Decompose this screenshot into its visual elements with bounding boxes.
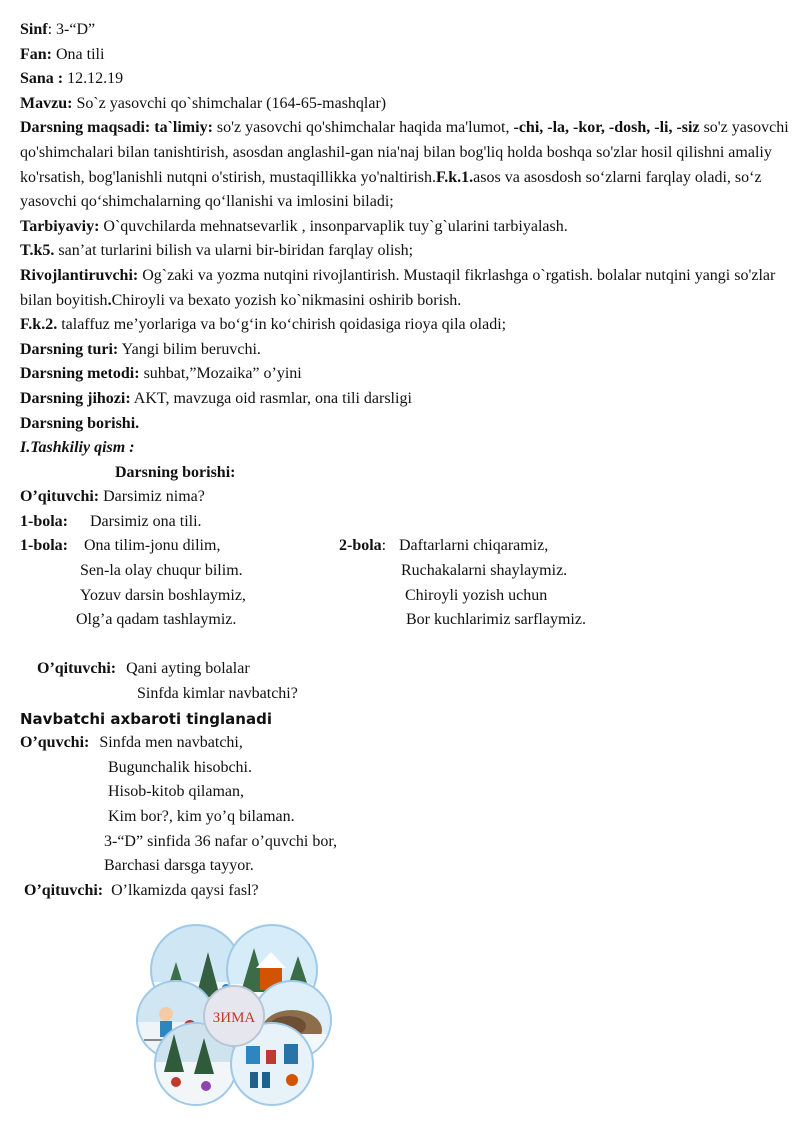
- tk5-text: san’at turlarini bilish va ularni bir-biridan farqlay olish;: [54, 242, 414, 260]
- mavzu-line: [20, 92, 790, 117]
- fan-label: Fan:: [20, 45, 52, 63]
- rivoj-text-1: Og`zaki va yozma nutqini rivojlantirish. Mustaqil fikrlashga o`rgatish. bolalar nutqini yangi so'zlar bilan boyitish: [20, 266, 776, 309]
- lesson-plan: [20, 18, 790, 903]
- maqsad-label: Darsning maqsadi: ta`limiy:: [20, 119, 213, 137]
- poem-right-label-col: [339, 534, 386, 559]
- sana-line: [20, 67, 790, 92]
- poem-right-col: [401, 534, 586, 632]
- rivoj-dot: .: [107, 291, 112, 309]
- borishi-title-text: Darsning borishi.: [20, 414, 140, 432]
- navbatchi-heading: [20, 707, 790, 732]
- poem-left-line-2: Sen-la olay chuqur bilim.: [80, 562, 243, 580]
- rivoj-paragraph: [20, 264, 790, 313]
- maqsad-suffixes-1: -chi, -la, -kor,: [513, 119, 605, 137]
- poem-block: [20, 534, 790, 657]
- turi-text: Yangi bilim beruvchi.: [118, 340, 261, 358]
- pupil-line-2: Bugunchalik hisobchi.: [108, 758, 252, 776]
- fk2-label: F.k.2.: [20, 316, 58, 334]
- poem-left-line-4: Olg’a qadam tashlaymiz.: [76, 611, 237, 629]
- fan-value: Ona tili: [52, 45, 105, 63]
- pupil-poem-line-1: [20, 731, 790, 756]
- borishi-title: [20, 412, 790, 437]
- poem-left-line-1: Ona tilim-jonu dilim,: [84, 537, 221, 555]
- sinf-value: : 3-“D”: [47, 21, 96, 38]
- tk5-line: [20, 239, 790, 264]
- metodi-text: suhbat,”Mozaika” o’yini: [139, 365, 302, 383]
- maqsad-paragraph: [20, 116, 790, 214]
- borishi-subheading: [20, 461, 790, 486]
- borishi-sub-text: Darsning borishi:: [115, 463, 236, 481]
- poem-left-col: [76, 534, 246, 632]
- turi-line: [20, 338, 790, 363]
- teacher-label-2: O’qituvchi:: [37, 660, 117, 678]
- turi-label: Darsning turi:: [20, 340, 119, 358]
- teacher-text-3: O’lkamizda qaysi fasl?: [111, 881, 259, 899]
- maqsad-text-2: so'z yasovchi qo'shimchalari bilan tanishtirish, asosdan anglashil-gan nia'naj bilan bog'liq holda boshqa so'zlar hosil qilishni amaliy ko'rsatish, bog'lanishli nutqni o'stirish, mustaqillikka yo'naltirish.: [20, 119, 789, 186]
- pupil-label: O’quvchi:: [20, 734, 90, 752]
- teacher-label-3: O’qituvchi:: [24, 881, 104, 899]
- teacher-question-1: [20, 485, 790, 510]
- pupil-line-1: Sinfda men navbatchi,: [99, 734, 243, 752]
- poem-right-colon: :: [381, 537, 387, 555]
- teacher-label-1: O’qituvchi:: [20, 488, 100, 506]
- poem-left-line-3: Yozuv darsin boshlaymiz,: [80, 586, 246, 604]
- pupil-label-1: 1-bola:: [20, 512, 68, 530]
- jihozi-line: [20, 387, 790, 412]
- pupil-text-1: Darsimiz ona tili.: [90, 512, 202, 530]
- poem-right-line-3: Chiroyli yozish uchun: [405, 586, 548, 604]
- fk1-text: asos va asosdosh so‘zlarni farqlay oladi, so‘z yasovchi qo‘shimchalarning qo‘llanishi va imlosini biladi;: [20, 168, 762, 211]
- pupil-line-4: Kim bor?, kim yo’q bilaman.: [108, 808, 295, 826]
- tarbiyaviy-line: [20, 215, 790, 240]
- flower-center-text: ЗИМА: [212, 1010, 256, 1026]
- teacher-text-2b: Sinfda kimlar navbatchi?: [137, 685, 298, 703]
- teacher-question-2b: [20, 682, 790, 707]
- pupil-poem-line-4: [20, 805, 790, 830]
- poem-left-label-col: [20, 534, 68, 559]
- jihozi-text: AKT, mavzuga oid rasmlar, ona tili darsligi: [130, 389, 412, 407]
- poem-right-line-4: Bor kuchlarimiz sarflaymiz.: [406, 611, 586, 629]
- pupil-answer-1: [20, 510, 790, 535]
- winter-flower-illustration: [136, 922, 332, 1106]
- sana-value: 12.12.19: [63, 70, 124, 88]
- pupil-line-3: Hisob-kitob qilaman,: [108, 783, 244, 801]
- tarbiyaviy-label: Tarbiyaviy:: [20, 217, 100, 235]
- teacher-text-1: Darsimiz nima?: [99, 488, 205, 506]
- pupil-line-5: 3-“D” sinfida 36 nafar o’quvchi bor,: [104, 832, 338, 850]
- flower-center: [204, 986, 264, 1046]
- teacher-question-3: [20, 879, 790, 904]
- sinf-label: Sinf: [20, 21, 48, 38]
- poem-right-label: 2-bola: [339, 537, 382, 555]
- poem-right-line-1: Daftarlarni chiqaramiz,: [399, 537, 549, 555]
- pupil-poem-line-2: [20, 756, 790, 781]
- sinf-line: [20, 18, 790, 43]
- poem-left-label: 1-bola:: [20, 537, 68, 555]
- navbatchi-heading-text: Navbatchi axbaroti tinglanadi: [20, 709, 272, 728]
- mavzu-label: Mavzu:: [20, 94, 73, 112]
- pupil-poem-line-6: [20, 854, 790, 879]
- poem-right-label-line: [339, 534, 386, 559]
- poem-left-label-line: [20, 534, 68, 559]
- pupil-poem-line-5: [20, 830, 790, 855]
- maqsad-suffixes-2: -dosh, -li, -siz: [608, 119, 700, 137]
- jihozi-label: Darsning jihozi:: [20, 389, 131, 407]
- sana-label: Sana :: [20, 70, 64, 88]
- tashkiliy-text: I.Tashkiliy qism :: [20, 439, 135, 457]
- mavzu-value: So`z yasovchi qo`shimchalar (164-65-mashqlar): [72, 94, 387, 112]
- pupil-poem-line-3: [20, 780, 790, 805]
- tk5-label: T.k5.: [20, 242, 55, 260]
- rivoj-text-2: Chiroyli va bexato yozish ko`nikmasini oshirib borish.: [111, 291, 462, 309]
- teacher-question-2: [20, 657, 790, 682]
- fk1-label: F.k.1.: [435, 168, 474, 186]
- tashkiliy-line: [20, 436, 790, 461]
- poem-right-line-2: Ruchakalarni shaylaymiz.: [401, 562, 568, 580]
- metodi-label: Darsning metodi:: [20, 365, 140, 383]
- teacher-text-2a: Qani ayting bolalar: [126, 660, 250, 678]
- fk2-line: [20, 313, 790, 338]
- fk2-text: talaffuz me’yorlariga va bo‘g‘in ko‘chirish qoidasiga rioya qila oladi;: [57, 316, 507, 334]
- metodi-line: [20, 362, 790, 387]
- tarbiyaviy-text: O`quvchilarda mehnatsevarlik , insonparvaplik tuy`g`ularini tarbiyalash.: [99, 217, 568, 235]
- fan-line: [20, 43, 790, 68]
- pupil-line-6: Barchasi darsga tayyor.: [104, 857, 254, 875]
- rivoj-label: Rivojlantiruvchi:: [20, 266, 139, 284]
- maqsad-text-1: so'z yasovchi qo'shimchalar haqida ma'lumot,: [212, 119, 514, 137]
